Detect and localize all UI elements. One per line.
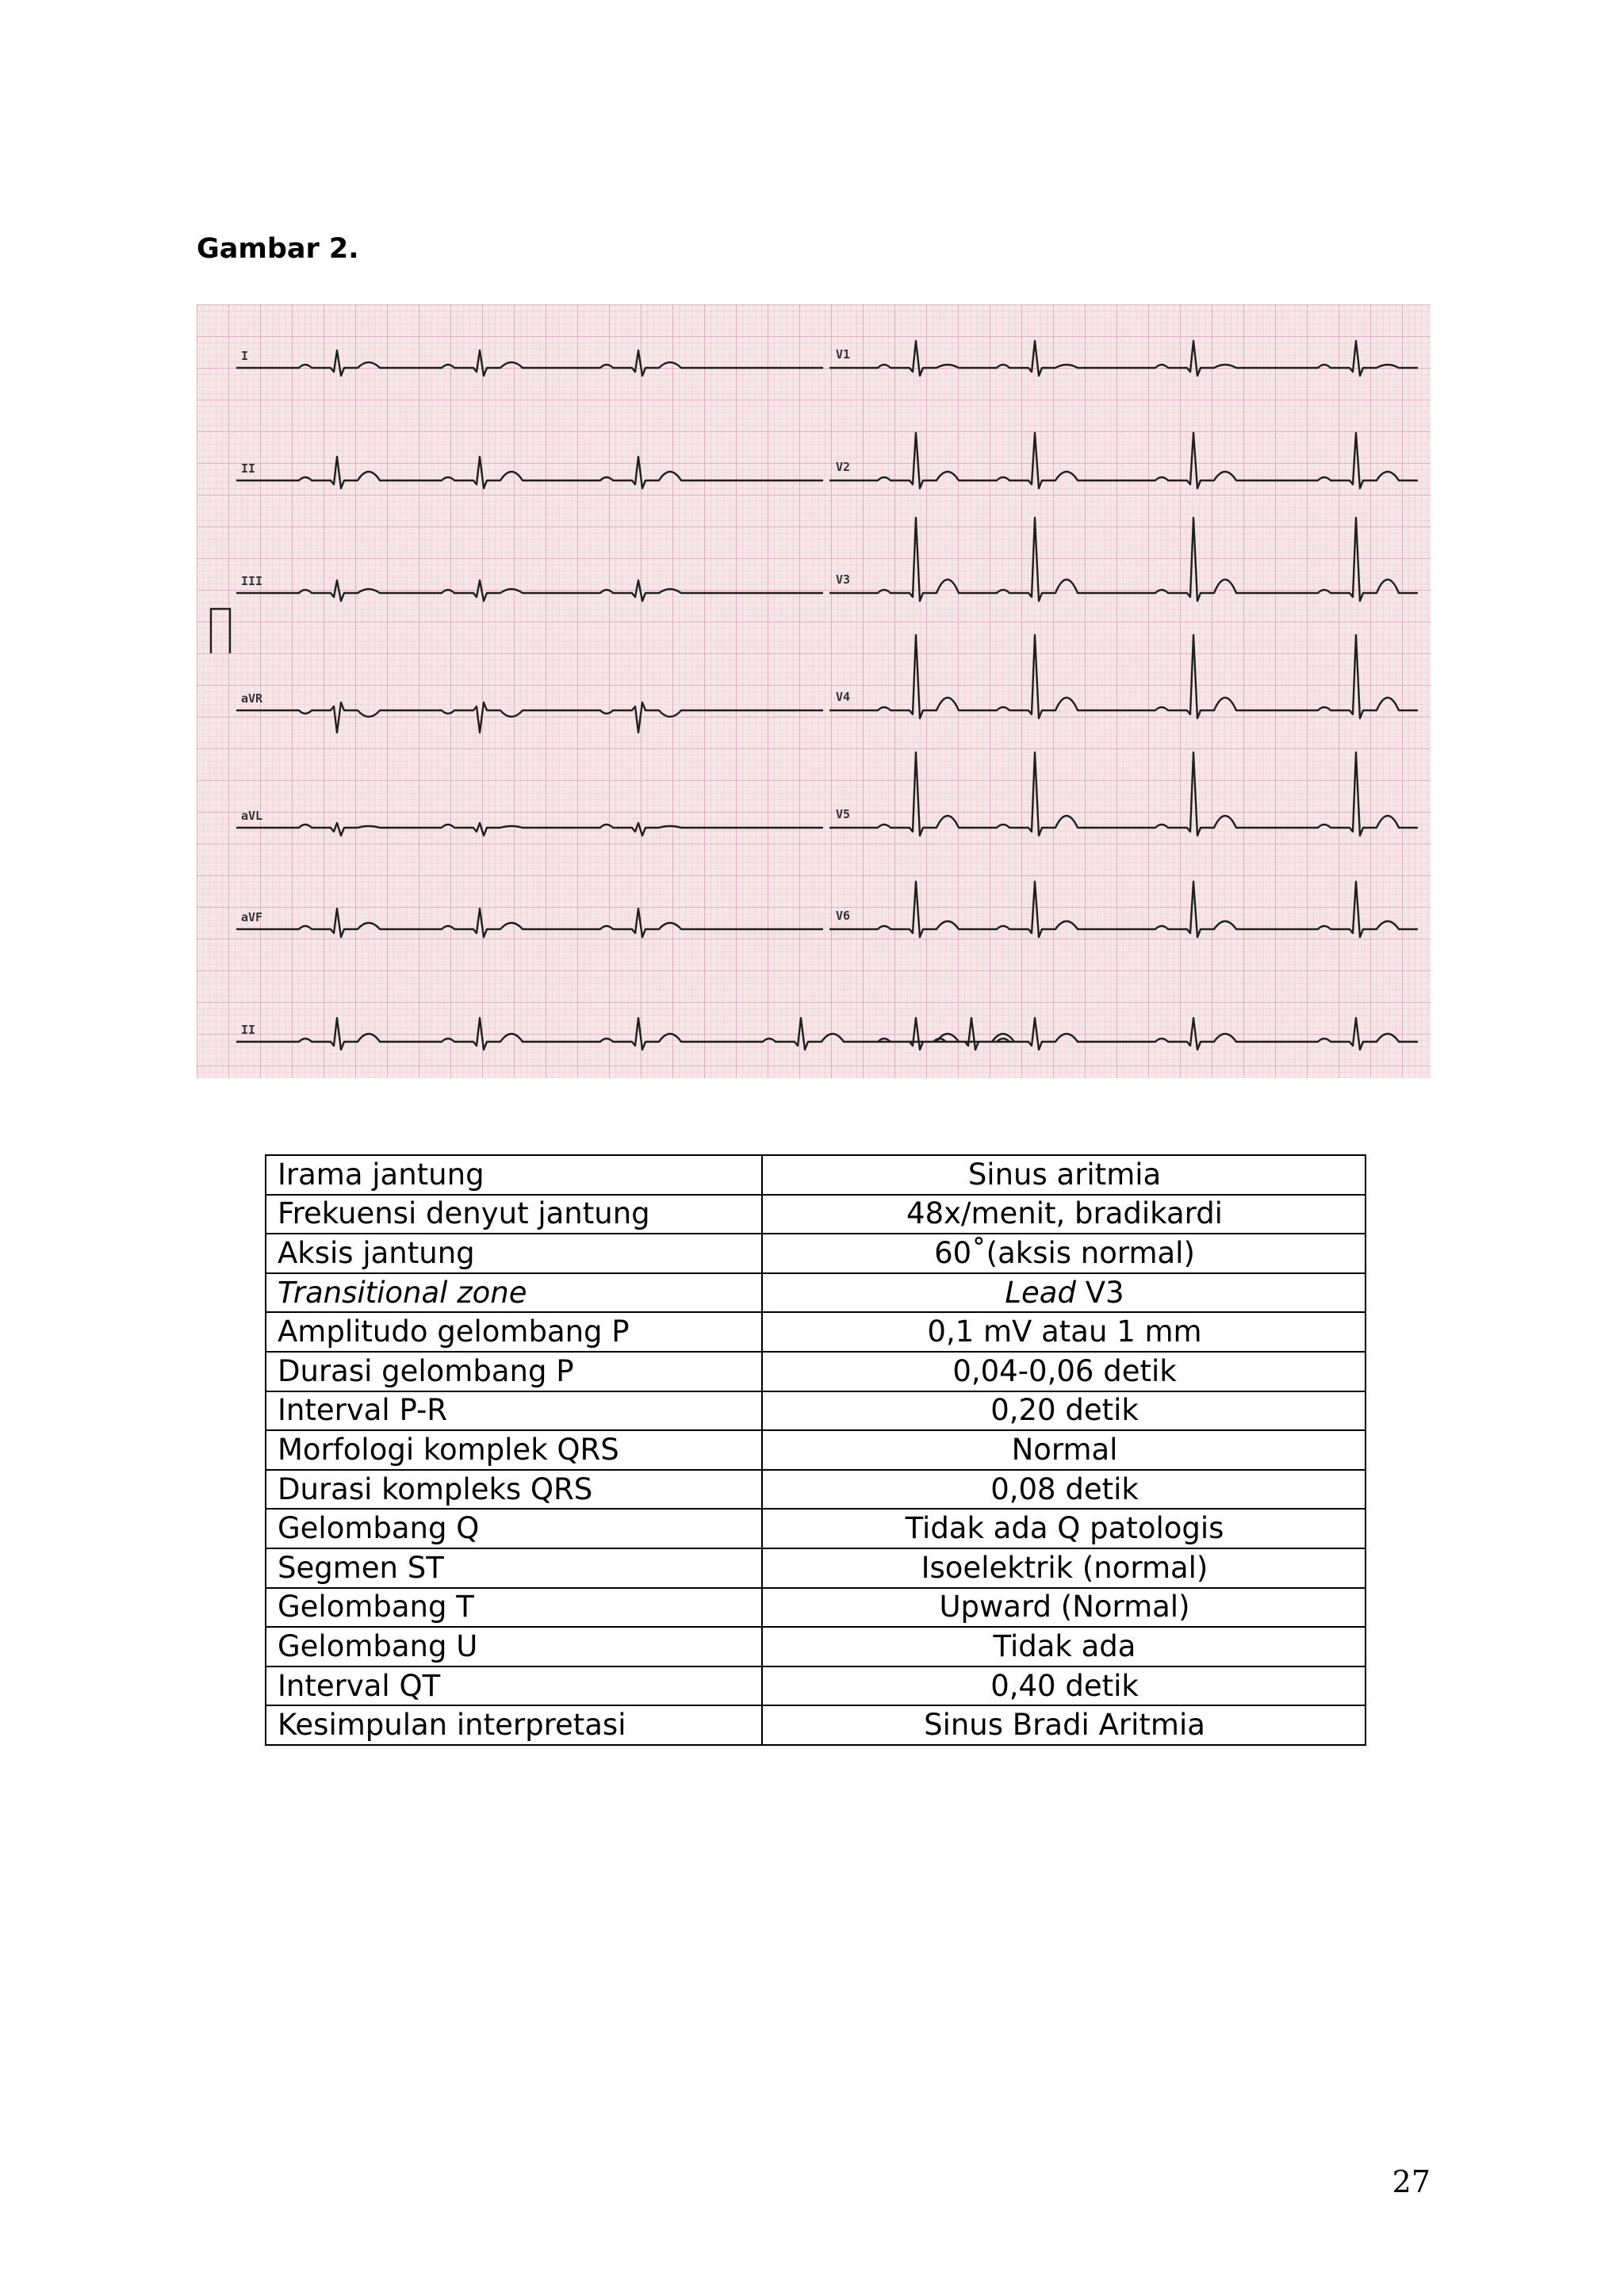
param-value: 0,40 detik — [762, 1667, 1365, 1706]
param-value: Upward (Normal) — [762, 1588, 1365, 1628]
param-value — [762, 1273, 1365, 1313]
param-value: Normal — [762, 1430, 1365, 1470]
ecg-lead-label: III — [241, 574, 263, 588]
table-row — [266, 1509, 1365, 1548]
ecg-lead-label: II — [241, 461, 256, 476]
param-name: Irama jantung — [266, 1155, 762, 1195]
param-name: Frekuensi denyut jantung — [266, 1195, 762, 1234]
param-name: Interval QT — [266, 1667, 762, 1706]
param-value: 0,1 mV atau 1 mm — [762, 1312, 1365, 1352]
table-row — [266, 1470, 1365, 1510]
table-row — [266, 1705, 1365, 1745]
param-name: Gelombang Q — [266, 1509, 762, 1548]
table-row — [266, 1312, 1365, 1352]
table-row — [266, 1195, 1365, 1234]
param-value-text: V3 — [1085, 1275, 1124, 1310]
figure-title: Gambar 2. — [197, 233, 359, 265]
table-row — [266, 1155, 1365, 1195]
ecg-lead-label: aVF — [241, 910, 263, 924]
ecg-lead-label: I — [241, 349, 249, 363]
ecg-strip-image — [197, 304, 1431, 1078]
table-row — [266, 1391, 1365, 1431]
param-name: Durasi gelombang P — [266, 1352, 762, 1391]
param-name: Gelombang U — [266, 1627, 762, 1667]
table-row — [266, 1548, 1365, 1588]
table-row — [266, 1273, 1365, 1313]
param-name: Amplitudo gelombang P — [266, 1312, 762, 1352]
param-name: Segmen ST — [266, 1548, 762, 1588]
ecg-lead-label: aVL — [241, 809, 263, 823]
table-row — [266, 1667, 1365, 1706]
param-value-emphasis: Lead — [1005, 1275, 1076, 1310]
param-value: Sinus aritmia — [762, 1155, 1365, 1195]
table-row — [266, 1627, 1365, 1667]
param-name: Gelombang T — [266, 1588, 762, 1628]
ecg-tracing — [197, 304, 1431, 1078]
param-value: 0,20 detik — [762, 1391, 1365, 1431]
table-row — [266, 1234, 1365, 1273]
param-name: Transitional zone — [266, 1273, 762, 1313]
param-value: 48x/menit, bradikardi — [762, 1195, 1365, 1234]
ecg-lead-label: aVR — [241, 691, 263, 706]
param-value: Tidak ada Q patologis — [762, 1509, 1365, 1548]
param-value: Sinus Bradi Aritmia — [762, 1705, 1365, 1745]
param-name: Aksis jantung — [266, 1234, 762, 1273]
ecg-lead-label: V3 — [836, 572, 851, 587]
ecg-lead-label: V4 — [836, 690, 851, 704]
ecg-lead-label: II — [241, 1023, 256, 1037]
page-number: 27 — [1392, 2164, 1431, 2199]
table-row — [266, 1430, 1365, 1470]
table-row — [266, 1352, 1365, 1391]
param-name: Morfologi komplek QRS — [266, 1430, 762, 1470]
param-value: 0,08 detik — [762, 1470, 1365, 1510]
ecg-lead-label: V5 — [836, 807, 851, 821]
ecg-lead-label: V2 — [836, 460, 851, 474]
param-name: Durasi kompleks QRS — [266, 1470, 762, 1510]
ecg-lead-label: V1 — [836, 347, 851, 362]
ecg-interpretation-table — [265, 1154, 1366, 1746]
param-value: 60˚(aksis normal) — [762, 1234, 1365, 1273]
param-name: Kesimpulan interpretasi — [266, 1705, 762, 1745]
ecg-grid — [197, 304, 1431, 1078]
param-value: Isoelektrik (normal) — [762, 1548, 1365, 1588]
param-value: Tidak ada — [762, 1627, 1365, 1667]
param-value: 0,04-0,06 detik — [762, 1352, 1365, 1391]
table-row — [266, 1588, 1365, 1628]
param-name: Interval P-R — [266, 1391, 762, 1431]
ecg-lead-label: V6 — [836, 909, 851, 923]
